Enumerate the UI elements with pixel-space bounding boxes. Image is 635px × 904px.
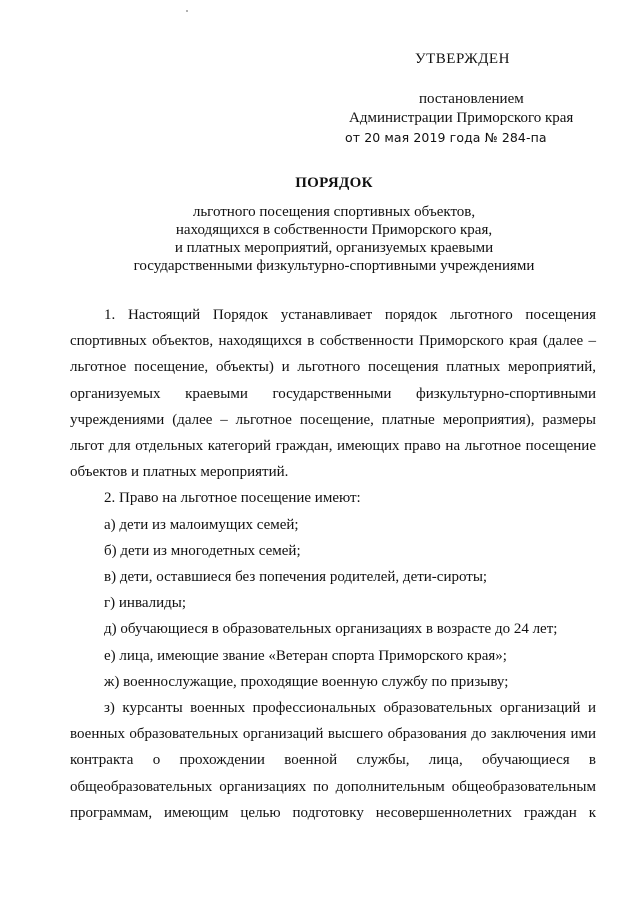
approval-block	[340, 50, 600, 147]
title-block	[70, 174, 598, 275]
subtitle-line: находящихся в собственности Приморского края,	[175, 222, 493, 238]
list-item-zh: ж) военнослужащие, проходящие военную службу по призыву;	[104, 673, 509, 690]
paragraph-1: 1. Настоящий Порядок устанавливает порядок льготного посещения спортивных объектов, находящихся в собственности Приморского края (далее – льготное посещение, объекты) и льготного посещения платных мероприятий, организуемых краевыми государственными физкультурно-спортивными учреждениями (далее – льготное посещение, платные мероприятия), размеры льгот для отдельных категорий граждан, имеющих право на льготное посещение объектов и платных мероприятий.	[70, 307, 596, 481]
list-item-d: д) обучающиеся в образовательных организациях в возрасте до 24 лет;	[104, 621, 558, 638]
list-item-g: г) инвалиды;	[104, 595, 187, 612]
paragraph-2: 2. Право на льготное посещение имеют:	[104, 490, 361, 507]
list-item-z: з) курсанты военных профессиональных образовательных организаций и военных образовательных организаций высшего образования до заключения ими контракта о прохождении военной службы, лица, обучающиеся в общеобразовательных организациях по дополнительным общеобразовательным программам, имеющим целью подготовку несовершеннолетних граждан к	[70, 700, 596, 821]
document-body	[70, 302, 596, 826]
list-item-b: б) дети из многодетных семей;	[104, 542, 301, 559]
scan-speck	[186, 10, 188, 12]
subtitle-line: государственными физкультурно-спортивными учреждениями	[133, 258, 535, 274]
list-item-a: а) дети из малоимущих семей;	[104, 516, 299, 533]
document-title: ПОРЯДОК	[295, 175, 373, 191]
approval-line-administration: Администрации Приморского края	[349, 110, 574, 126]
subtitle-line: льготного посещения спортивных объектов,	[192, 204, 476, 220]
subtitle-line: и платных мероприятий, организуемых краевыми	[174, 240, 494, 256]
approval-heading: УТВЕРЖДЕН	[415, 51, 510, 67]
list-item-e: е) лица, имеющие звание «Ветеран спорта Приморского края»;	[104, 647, 507, 664]
approval-line-date-number: от 20 мая 2019 года № 284-па	[345, 130, 547, 145]
document-subtitle	[70, 203, 598, 275]
approval-line-resolution: постановлением	[419, 91, 524, 107]
list-item-v: в) дети, оставшиеся без попечения родителей, дети-сироты;	[104, 569, 488, 586]
